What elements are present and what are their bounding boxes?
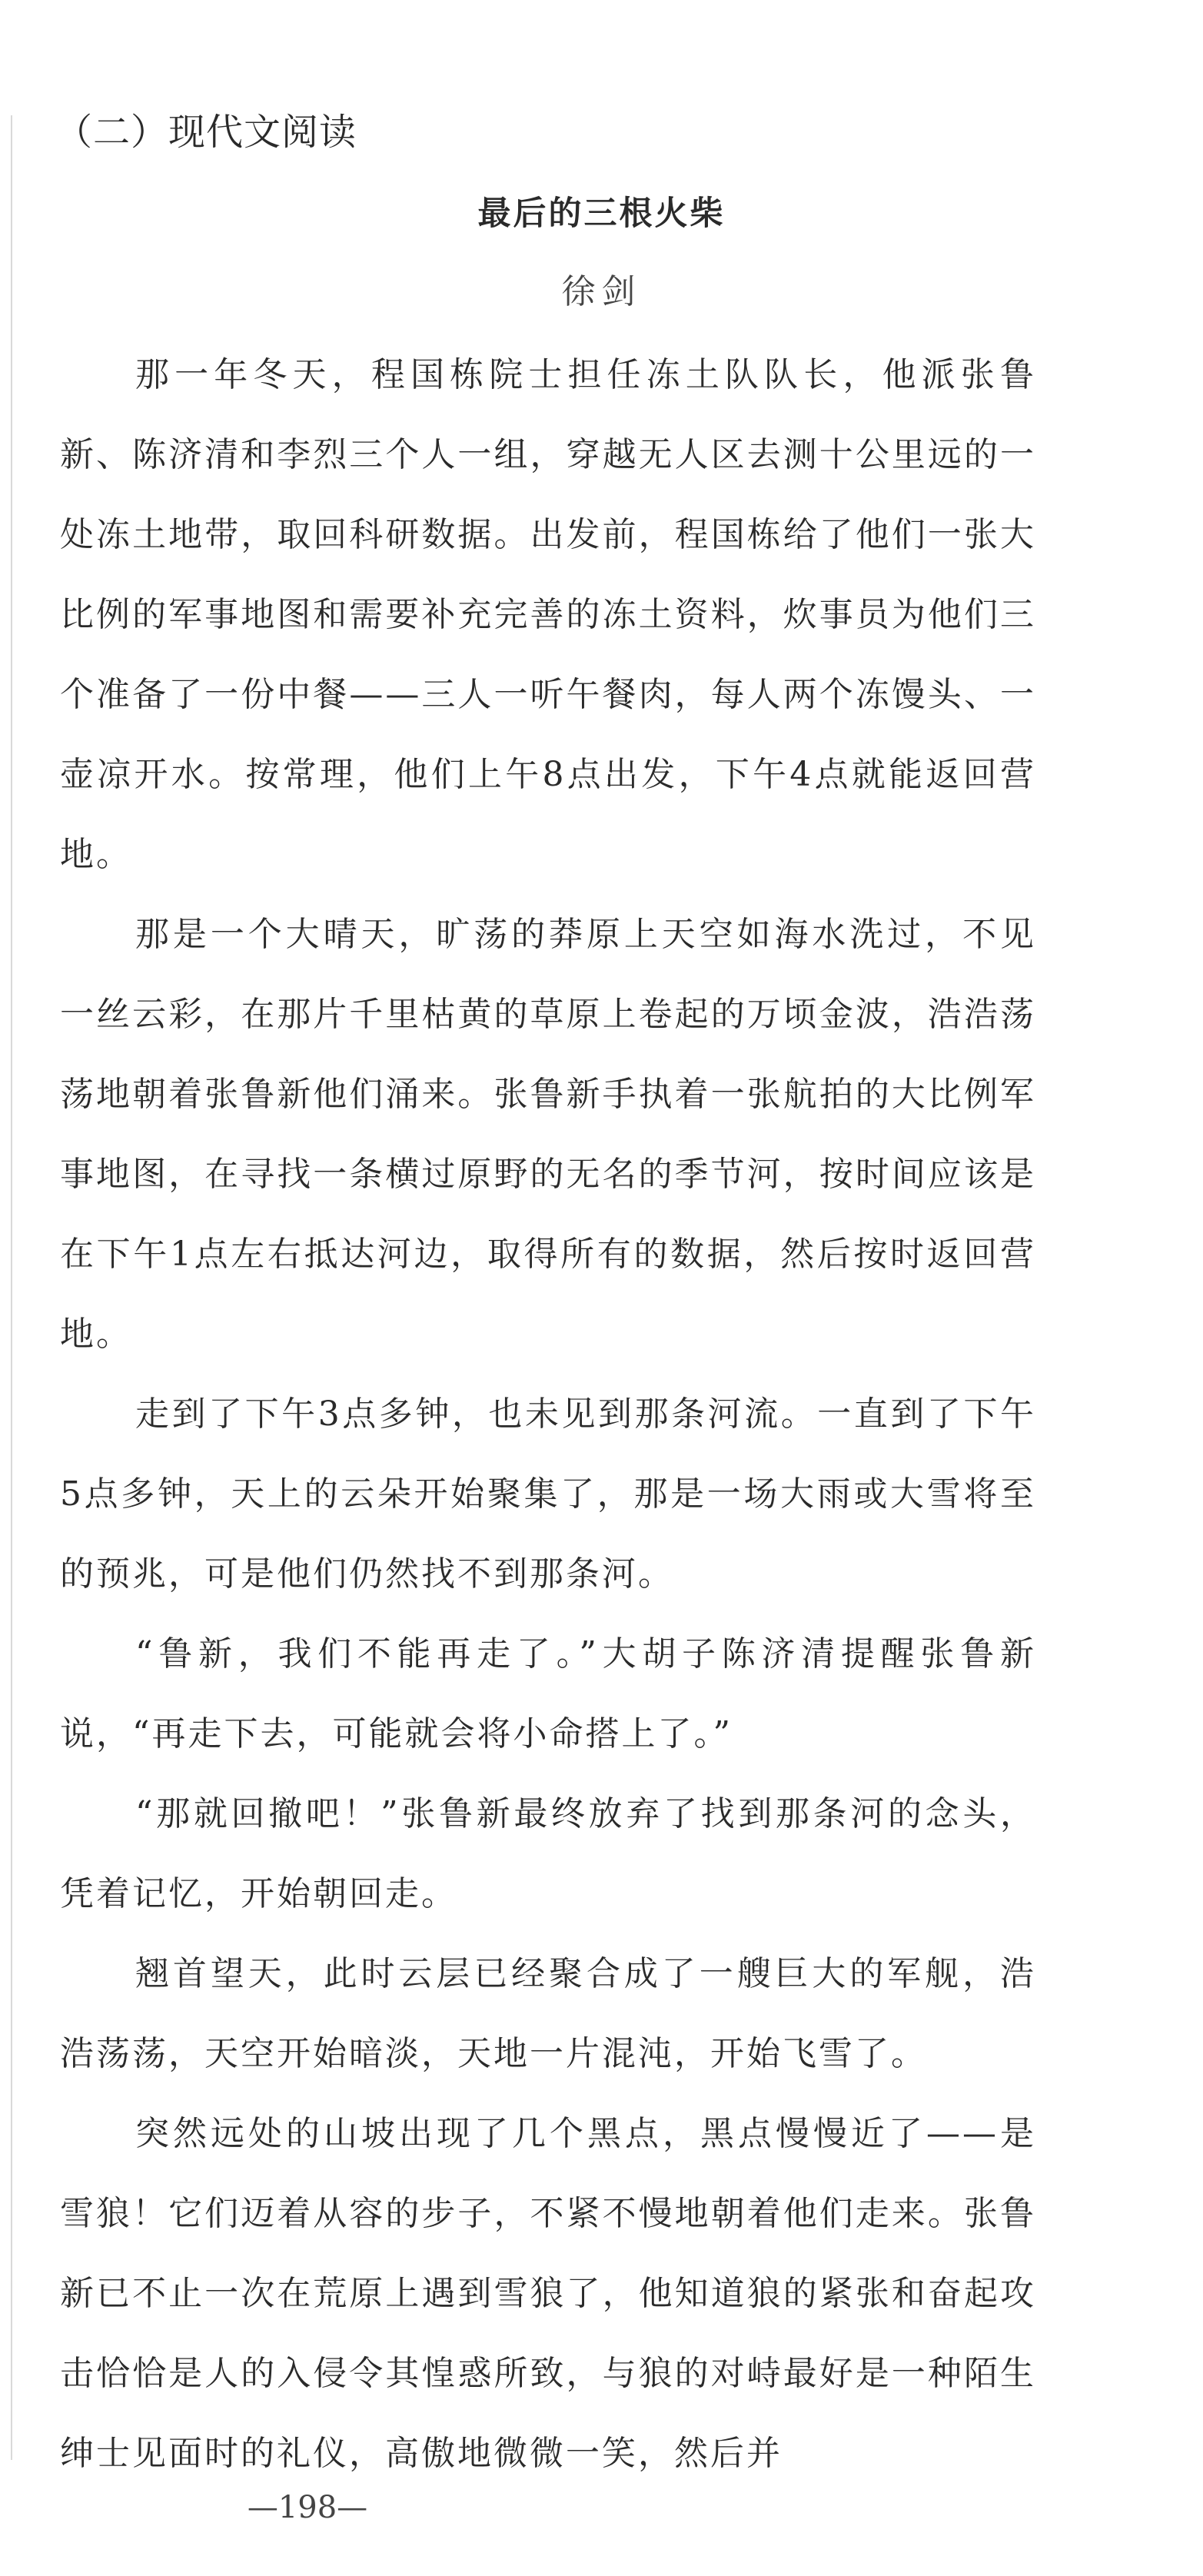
- page-number: —198—: [247, 2490, 368, 2525]
- margin-rule: [11, 115, 12, 2460]
- paragraph: 那是一个大晴天，旷荡的莽原上天空如海水洗过，不见一丝云彩，在那片千里枯黄的草原上卷起的万顷金波，浩浩荡荡地朝着张鲁新他们涌来。张鲁新手执着一张航拍的大比例军事地图，在寻找一条横过原野的无名的季节河，按时间应该是在下午1点左右抵达河边，取得所有的数据，然后按时返回营地。: [60, 915, 1036, 1354]
- paragraph: 突然远处的山坡出现了几个黑点，黑点慢慢近了——是雪狼！它们迈着从容的步子，不紧不慢地朝着他们走来。张鲁新已不止一次在荒原上遇到雪狼了，他知道狼的紧张和奋起攻击恰恰是人的入侵令其惶惑所致，与狼的对峙最好是一种陌生绅士见面时的礼仪，高傲地微微一笑，然后并: [60, 2114, 1036, 2473]
- article-body: [60, 335, 1036, 2494]
- article-author: 徐剑: [561, 272, 642, 311]
- section-heading: （二）现代文阅读: [55, 111, 357, 154]
- paragraph: “鲁新，我们不能再走了。”大胡子陈济清提醒张鲁新说，“再走下去，可能就会将小命搭上了。”: [60, 1634, 1036, 1753]
- paragraph: 那一年冬天，程国栋院士担任冻土队队长，他派张鲁新、陈济清和李烈三个人一组，穿越无人区去测十公里远的一处冻土地带，取回科研数据。出发前，程国栋给了他们一张大比例的军事地图和需要补充完善的冻土资料，炊事员为他们三个准备了一份中餐——三人一听午餐肉，每人两个冻馒头、一壶凉开水。按常理，他们上午8点出发，下午4点就能返回营地。: [60, 355, 1036, 874]
- paragraph: “那就回撤吧！”张鲁新最终放弃了找到那条河的念头，凭着记忆，开始朝回走。: [60, 1794, 1036, 1913]
- article-title: 最后的三根火柴: [477, 194, 726, 233]
- paragraph: 翘首望天，此时云层已经聚合成了一艘巨大的军舰，浩浩荡荡，天空开始暗淡，天地一片混沌，开始飞雪了。: [60, 1954, 1036, 2073]
- paragraph: 走到了下午3点多钟，也未见到那条河流。一直到了下午5点多钟，天上的云朵开始聚集了，那是一场大雨或大雪将至的预兆，可是他们仍然找不到那条河。: [60, 1394, 1036, 1594]
